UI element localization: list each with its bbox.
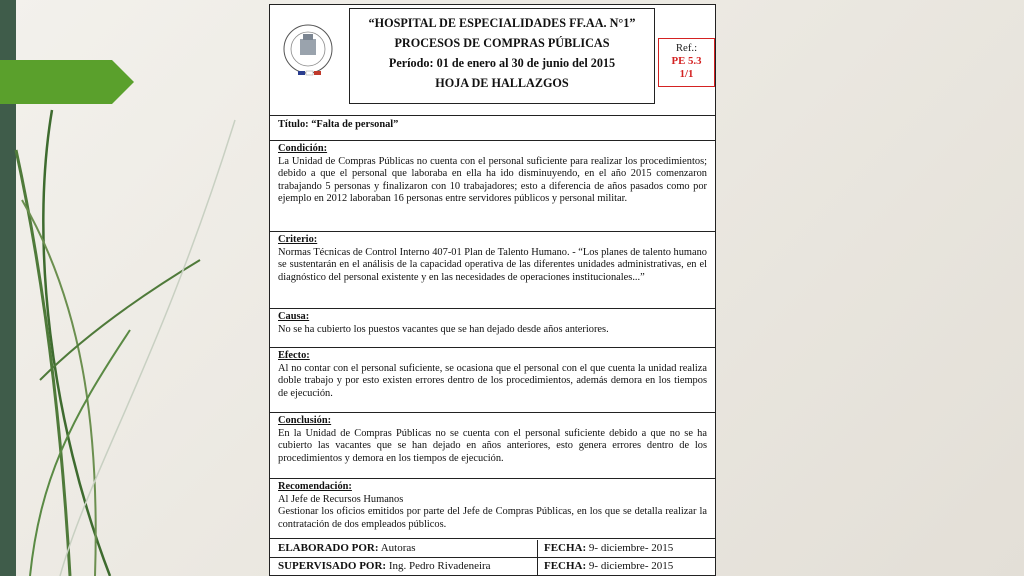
condition-label: Condición: bbox=[278, 143, 328, 154]
condition-section bbox=[270, 141, 715, 232]
process-name: PROCESOS DE COMPRAS PÚBLICAS bbox=[394, 36, 610, 50]
green-arrow-shape bbox=[0, 60, 140, 104]
reference-box bbox=[658, 38, 715, 87]
effect-section bbox=[270, 348, 715, 413]
ref-code: PE 5.3 bbox=[671, 55, 702, 67]
criteria-label: Criterio: bbox=[278, 234, 318, 245]
recommendation-recipient: Al Jefe de Recursos Humanos bbox=[278, 493, 404, 505]
recommendation-section bbox=[270, 479, 715, 539]
supervised-by-row bbox=[270, 558, 715, 576]
title-value: “Falta de personal” bbox=[311, 119, 399, 130]
prepared-date: 9- diciembre- 2015 bbox=[588, 542, 674, 554]
prepared-by-label: ELABORADO POR: bbox=[278, 542, 379, 554]
prepared-by-value: Autoras bbox=[380, 542, 416, 554]
criteria-section bbox=[270, 232, 715, 309]
title-label: Título: bbox=[278, 119, 309, 130]
title-section bbox=[270, 115, 715, 141]
period: Período: 01 de enero al 30 de junio del 2015 bbox=[388, 56, 616, 70]
conclusion-section bbox=[270, 413, 715, 479]
document-header bbox=[270, 5, 715, 116]
effect-text: Al no contar con el personal suficiente, se ocasiona que el personal con el que cuenta la unidad realiza doble trabajo y por esto existen errores dentro de los procedimientos, además demora en los tiempos de ejecución. bbox=[278, 362, 707, 399]
prepared-by-row bbox=[270, 540, 715, 558]
prepared-date-label: FECHA: bbox=[544, 542, 587, 554]
cause-section bbox=[270, 309, 715, 348]
findings-sheet bbox=[269, 4, 716, 576]
criteria-text: Normas Técnicas de Control Interno 407-01 Plan de Talento Humano. - “Los planes de talento humano se sustentarán en el análisis de la capacidad operativa de las diferentes unidades administrativas, en el diagnóstico del personal existente y en las necesidades de operaciones institucionales...” bbox=[278, 246, 707, 283]
ref-label: Ref.: bbox=[675, 42, 698, 54]
hospital-name: “HOSPITAL DE ESPECIALIDADES FF.AA. N°1” bbox=[368, 16, 636, 30]
sheet-title: HOJA DE HALLAZGOS bbox=[435, 76, 569, 90]
effect-label: Efecto: bbox=[278, 350, 310, 361]
ref-page: 1/1 bbox=[679, 68, 694, 80]
recommendation-text: Gestionar los oficios emitidos por parte del Jefe de Compras Públicas, en los que se detalla realizar la contratación de dos empleados públicos. bbox=[278, 506, 707, 530]
supervised-by-label: SUPERVISADO POR: bbox=[278, 560, 387, 572]
hospital-seal-logo bbox=[276, 19, 344, 81]
document-title-box bbox=[349, 8, 655, 104]
conclusion-label: Conclusión: bbox=[278, 415, 332, 426]
cause-label: Causa: bbox=[278, 311, 310, 322]
cause-text: No se ha cubierto los puestos vacantes que se han dejado desde años anteriores. bbox=[278, 323, 609, 335]
supervised-date: 9- diciembre- 2015 bbox=[588, 560, 674, 572]
condition-text: La Unidad de Compras Públicas no cuenta con el personal suficiente para realizar los procedimientos; debido a que el personal que laboraba en ella ha ido disminuyendo, en el año 2015 comenzaron trabajando 5 personas y finalizaron con 10 trabajadores; esto a diferencia de años pasados como por ejemplo en 2012 laboraban 16 personas entre servidores públicos y personal militar. bbox=[278, 155, 707, 205]
supervised-date-label: FECHA: bbox=[544, 560, 587, 572]
conclusion-text: En la Unidad de Compras Públicas no se cuenta con el personal suficiente debido a que no se ha cubierto las vacantes que se han dejado en años anteriores, esto genera errores dentro de los procedimientos y demora en los tiempos de ejecución. bbox=[278, 427, 707, 464]
supervised-by-value: Ing. Pedro Rivadeneira bbox=[388, 560, 491, 572]
recommendation-label: Recomendación: bbox=[278, 481, 352, 492]
